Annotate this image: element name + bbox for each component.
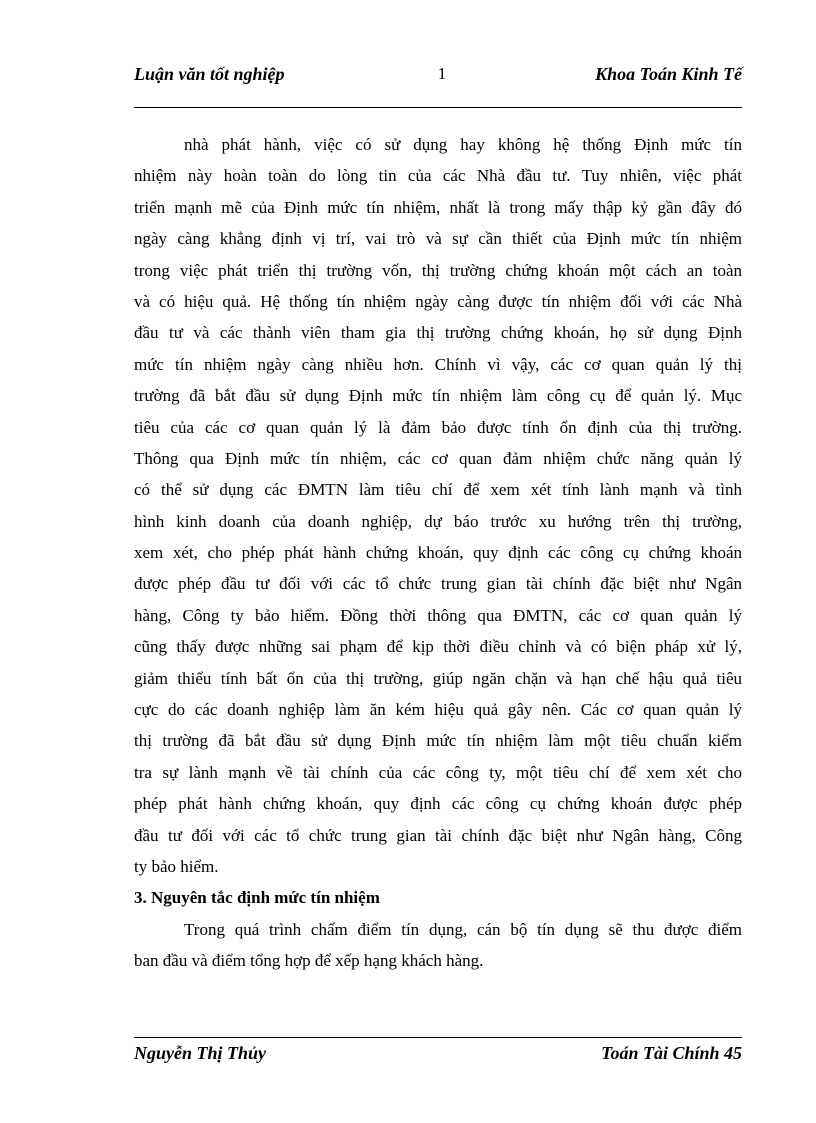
text-line: thị trường đã bắt đầu sử dụng Định mức tín nhiệm làm một tiêu chuẩn kiểm <box>134 731 742 751</box>
text-line: tra sự lành mạnh về tài chính của các công ty, một tiêu chí để xem xét cho <box>134 762 742 782</box>
text-line: ty bảo hiểm. <box>134 856 219 876</box>
page-footer <box>134 1043 742 1067</box>
text-line: đầu tư và các thành viên tham gia thị trường chứng khoán, họ sử dụng Định <box>134 323 742 343</box>
section-heading: 3. Nguyên tắc định mức tín nhiệm <box>134 888 380 908</box>
text-line: cực do các doanh nghiệp làm ăn kém hiệu quả gây nên. Các cơ quan quản lý <box>134 700 742 720</box>
text-line: hàng, Công ty bảo hiểm. Đồng thời thông qua ĐMTN, các cơ quan quản lý <box>134 605 742 625</box>
text-line: mức tín nhiệm ngày càng nhiều hơn. Chính vì vậy, các cơ quan quản lý thị <box>134 354 742 374</box>
footer-class: Toán Tài Chính 45 <box>601 1043 742 1063</box>
text-line: triển mạnh mẽ của Định mức tín nhiệm, nhất là trong mấy thập kỷ gần đây đó <box>134 197 742 217</box>
text-line: tiêu của các cơ quan quản lý là đảm bảo được tính ổn định của thị trường. <box>134 417 742 437</box>
text-line: ngày càng khẳng định vị trí, vai trò và sự cần thiết của Định mức tín nhiệm <box>134 229 742 249</box>
paragraph-2 <box>134 914 742 977</box>
text-line: xem xét, cho phép phát hành chứng khoán, quy định các công cụ chứng khoán <box>134 543 742 563</box>
text-line: cũng thấy được những sai phạm để kịp thời điều chỉnh và có biện pháp xử lý, <box>134 637 742 657</box>
text-line: Thông qua Định mức tín nhiệm, các cơ quan đảm nhiệm chức năng quản lý <box>134 448 742 468</box>
text-line: phép phát hành chứng khoán, quy định các công cụ chứng khoán được phép <box>134 794 742 814</box>
text-line: nhà phát hành, việc có sử dụng hay không hệ thống Định mức tín <box>184 135 742 154</box>
text-line: có thể sử dụng các ĐMTN làm tiêu chí để xem xét tính lành mạnh và tình <box>134 480 742 500</box>
document-body <box>134 129 742 977</box>
text-line: ban đầu và điểm tổng hợp để xếp hạng khách hàng. <box>134 951 484 971</box>
text-line: trường đã bắt đầu sử dụng Định mức tín nhiệm làm công cụ để quản lý. Mục <box>134 386 742 406</box>
page-number: 1 <box>437 64 447 83</box>
text-line: trong việc phát triển thị trường vốn, thị trường chứng khoán một cách an toàn <box>134 260 742 280</box>
text-line: Trong quá trình chấm điểm tín dụng, cán bộ tín dụng sẽ thu được điểm <box>184 919 742 939</box>
text-line: được phép đầu tư đối với các tổ chức trung gian tài chính đặc biệt như Ngân <box>134 574 742 594</box>
text-line: và có hiệu quả. Hệ thống tín nhiệm ngày càng được tín nhiệm đối với các Nhà <box>134 291 742 311</box>
paragraph-1 <box>134 129 742 882</box>
text-line: giảm thiểu tính bất ổn của thị trường, giúp ngăn chặn và hạn chế hậu quả tiêu <box>134 668 742 688</box>
text-line: đầu tư đối với các tổ chức trung gian tài chính đặc biệt như Ngân hàng, Công <box>134 825 742 845</box>
page-header <box>134 64 742 90</box>
text-line: nhiệm này hoàn toàn do lòng tin của các Nhà đầu tư. Tuy nhiên, việc phát <box>134 166 742 186</box>
header-faculty: Khoa Toán Kinh Tế <box>595 64 742 84</box>
footer-author: Nguyễn Thị Thủy <box>134 1043 267 1063</box>
header-divider <box>134 107 742 108</box>
text-line: hình kinh doanh của doanh nghiệp, dự báo trước xu hướng trên thị trường, <box>134 511 742 531</box>
footer-divider <box>134 1037 742 1038</box>
header-thesis-title: Luận văn tốt nghiệp <box>134 64 285 84</box>
